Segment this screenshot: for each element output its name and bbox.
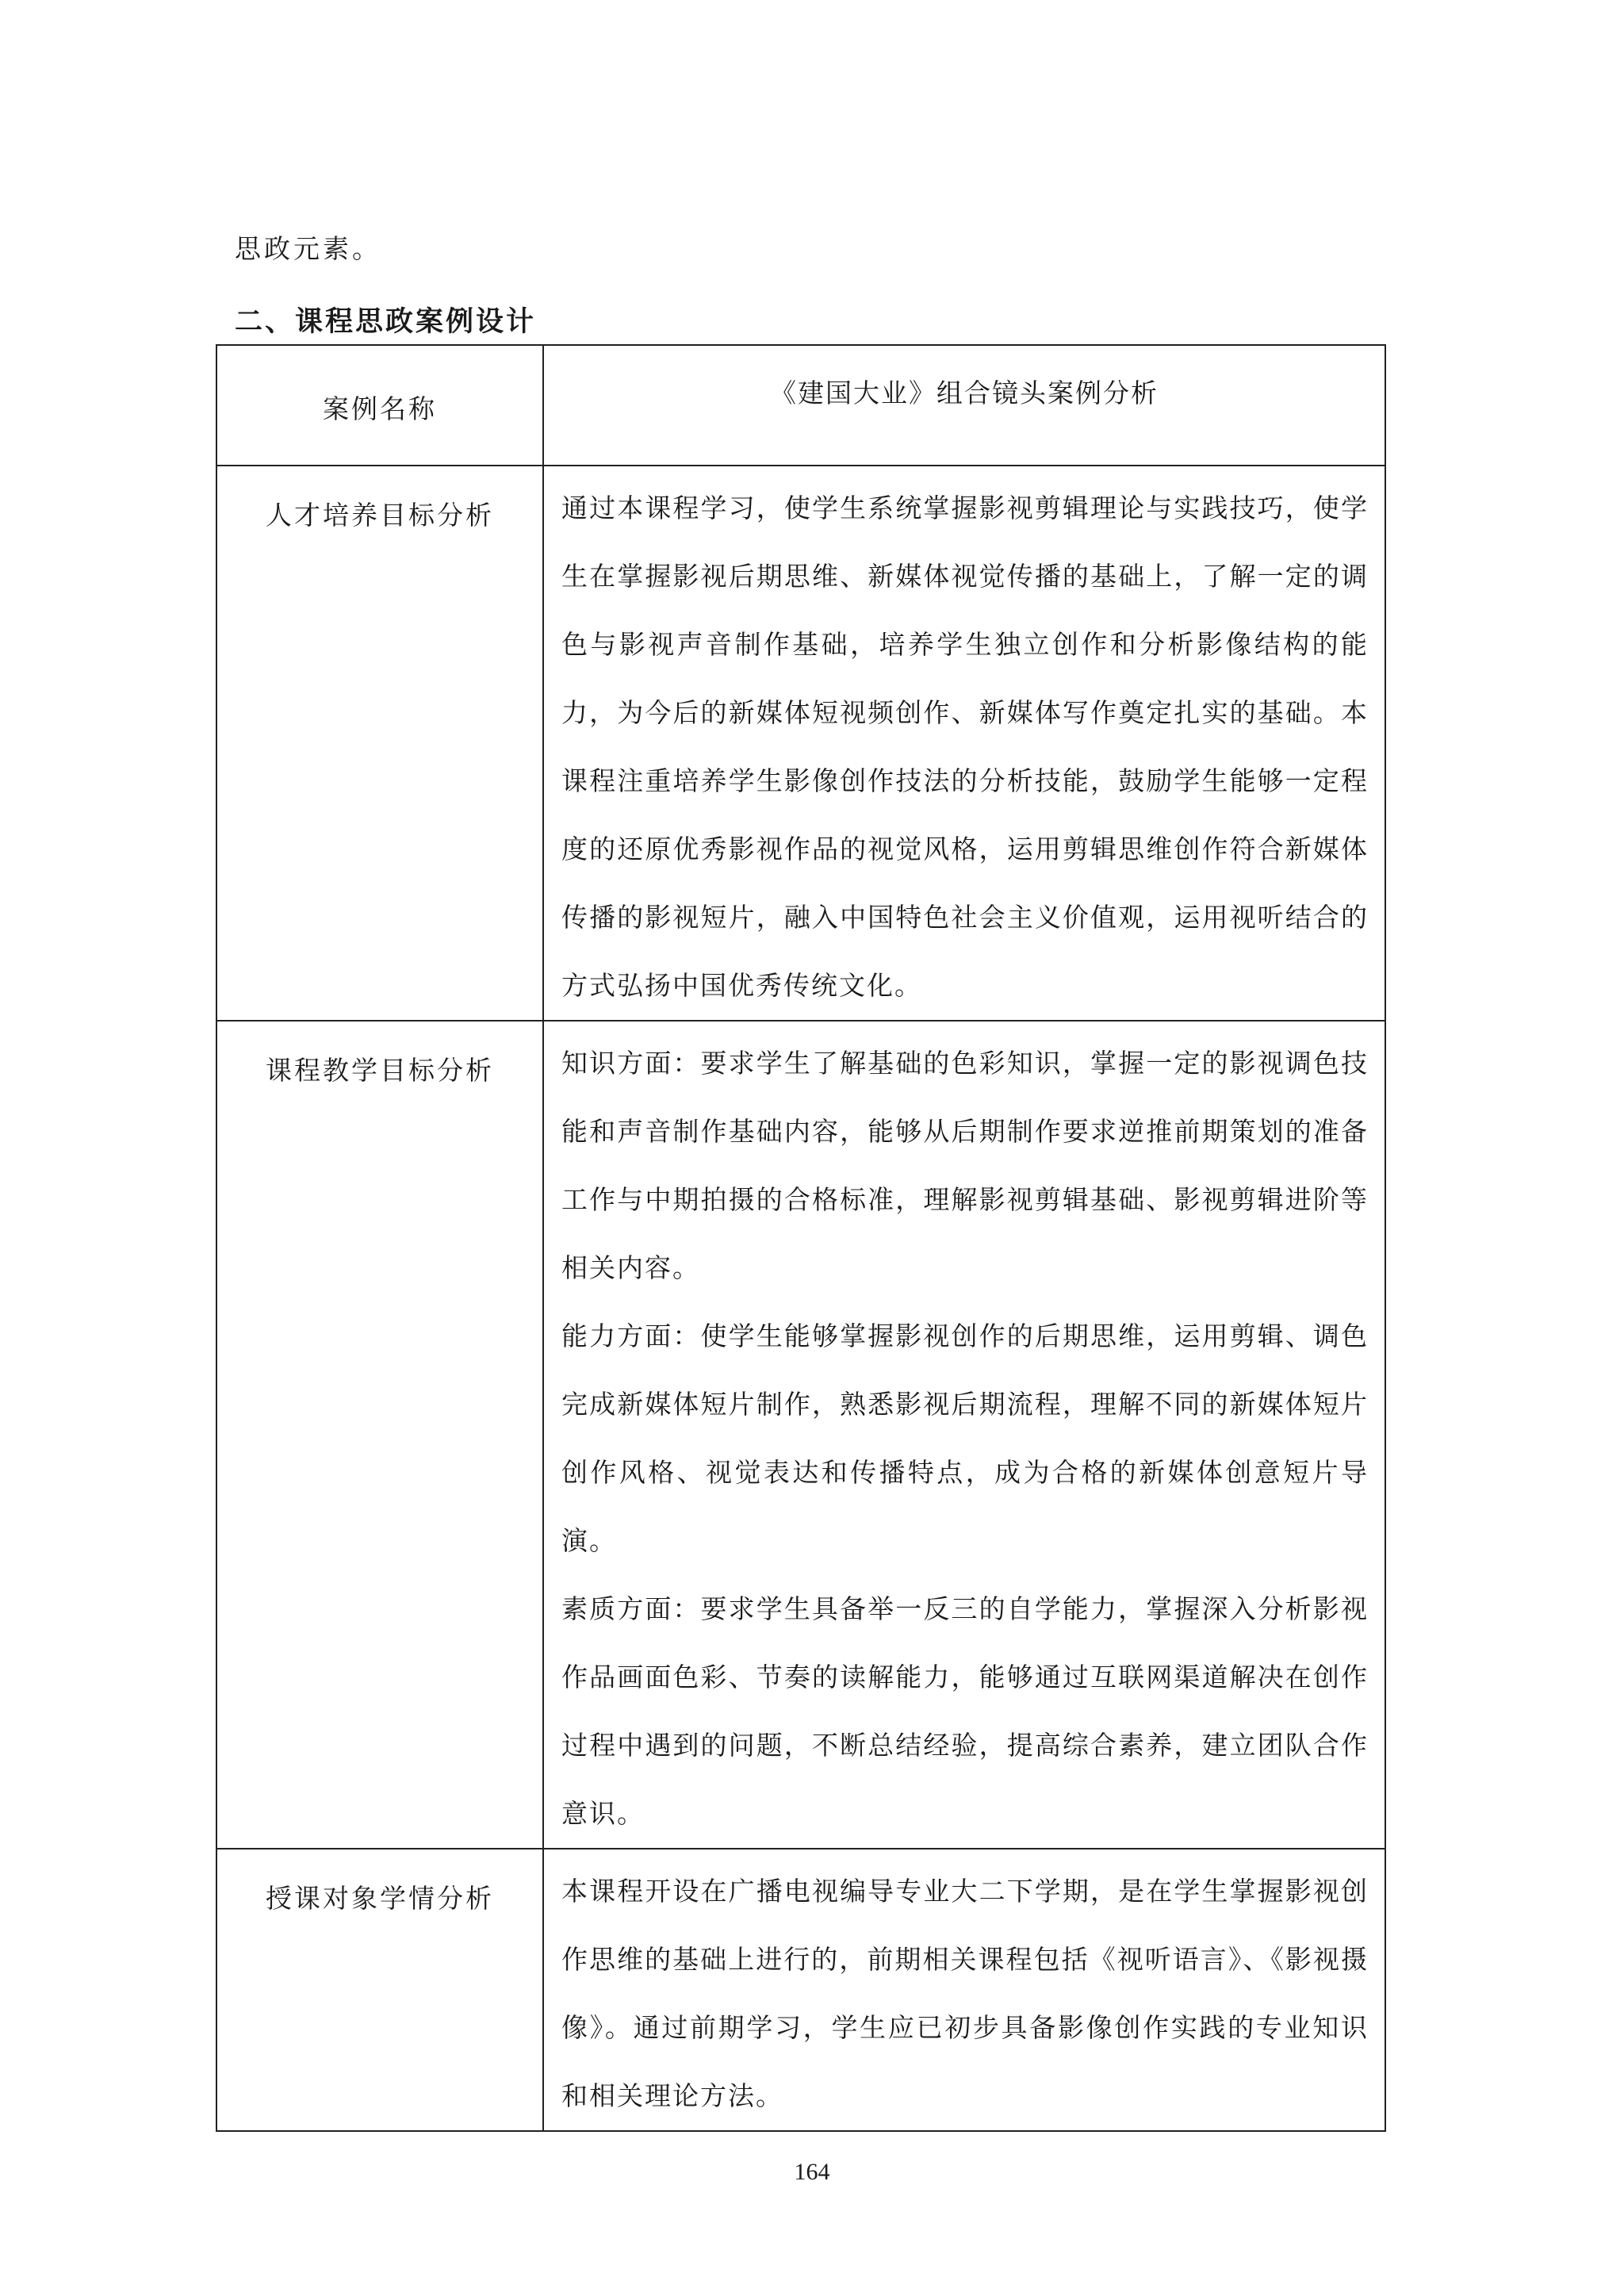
row-label-cell xyxy=(216,1021,543,1849)
row-content-cell xyxy=(543,1849,1385,2131)
header-label-cell xyxy=(216,345,543,466)
intro-text: 思政元素。 xyxy=(235,233,381,264)
case-name-value: 《建国大业》组合镜头案例分析 xyxy=(770,378,1159,408)
row-content-cell xyxy=(543,466,1385,1021)
case-design-table xyxy=(216,344,1386,2132)
row-content-cell xyxy=(543,1021,1385,1849)
student-analysis-paragraph: 本课程开设在广播电视编导专业大二下学期，是在学生掌握影视创作思维的基础上进行的，前期相关课程包括《视听语言》、《影视摄像》。通过前期学习，学生应已初步具备影像创作实践的专业知识和相关理论方法。 xyxy=(561,1876,1369,2111)
table-row xyxy=(216,1849,1385,2131)
row-label-teaching-goals: 课程教学目标分析 xyxy=(266,1055,494,1086)
row-label-talent-goals: 人才培养目标分析 xyxy=(266,500,494,531)
section-heading: 二、课程思政案例设计 xyxy=(235,306,537,338)
talent-goals-paragraph: 通过本课程学习，使学生系统掌握影视剪辑理论与实践技巧，使学生在掌握影视后期思维、新媒体视觉传播的基础上，了解一定的调色与影视声音制作基础，培养学生独立创作和分析影像结构的能力，为今后的新媒体短视频创作、新媒体写作奠定扎实的基础。本课程注重培养学生影像创作技法的分析技能，鼓励学生能够一定程度的还原优秀影视作品的视觉风格，运用剪辑思维创作符合新媒体传播的影视短片，融入中国特色社会主义价值观，运用视听结合的方式弘扬中国优秀传统文化。 xyxy=(561,493,1369,1001)
row-label-student-analysis: 授课对象学情分析 xyxy=(266,1883,494,1914)
knowledge-paragraph: 知识方面：要求学生了解基础的色彩知识，掌握一定的影视调色技能和声音制作基础内容，能够从后期制作要求逆推前期策划的准备工作与中期拍摄的合格标准，理解影视剪辑基础、影视剪辑进阶等相关内容。 xyxy=(561,1048,1369,1283)
table-row xyxy=(216,466,1385,1021)
ability-paragraph: 能力方面：使学生能够掌握影视创作的后期思维，运用剪辑、调色完成新媒体短片制作，熟悉影视后期流程，理解不同的新媒体短片创作风格、视觉表达和传播特点，成为合格的新媒体创意短片导演。 xyxy=(561,1320,1369,1556)
page-number: 164 xyxy=(794,2159,830,2185)
header-value-cell xyxy=(543,345,1385,466)
row-label-cell xyxy=(216,466,543,1021)
row-label-cell xyxy=(216,1849,543,2131)
table-row xyxy=(216,1021,1385,1849)
table-header-row xyxy=(216,345,1385,466)
case-name-label: 案例名称 xyxy=(323,393,437,424)
quality-paragraph: 素质方面：要求学生具备举一反三的自学能力，掌握深入分析影视作品画面色彩、节奏的读解能力，能够通过互联网渠道解决在创作过程中遇到的问题，不断总结经验，提高综合素养，建立团队合作意识。 xyxy=(561,1593,1369,1829)
